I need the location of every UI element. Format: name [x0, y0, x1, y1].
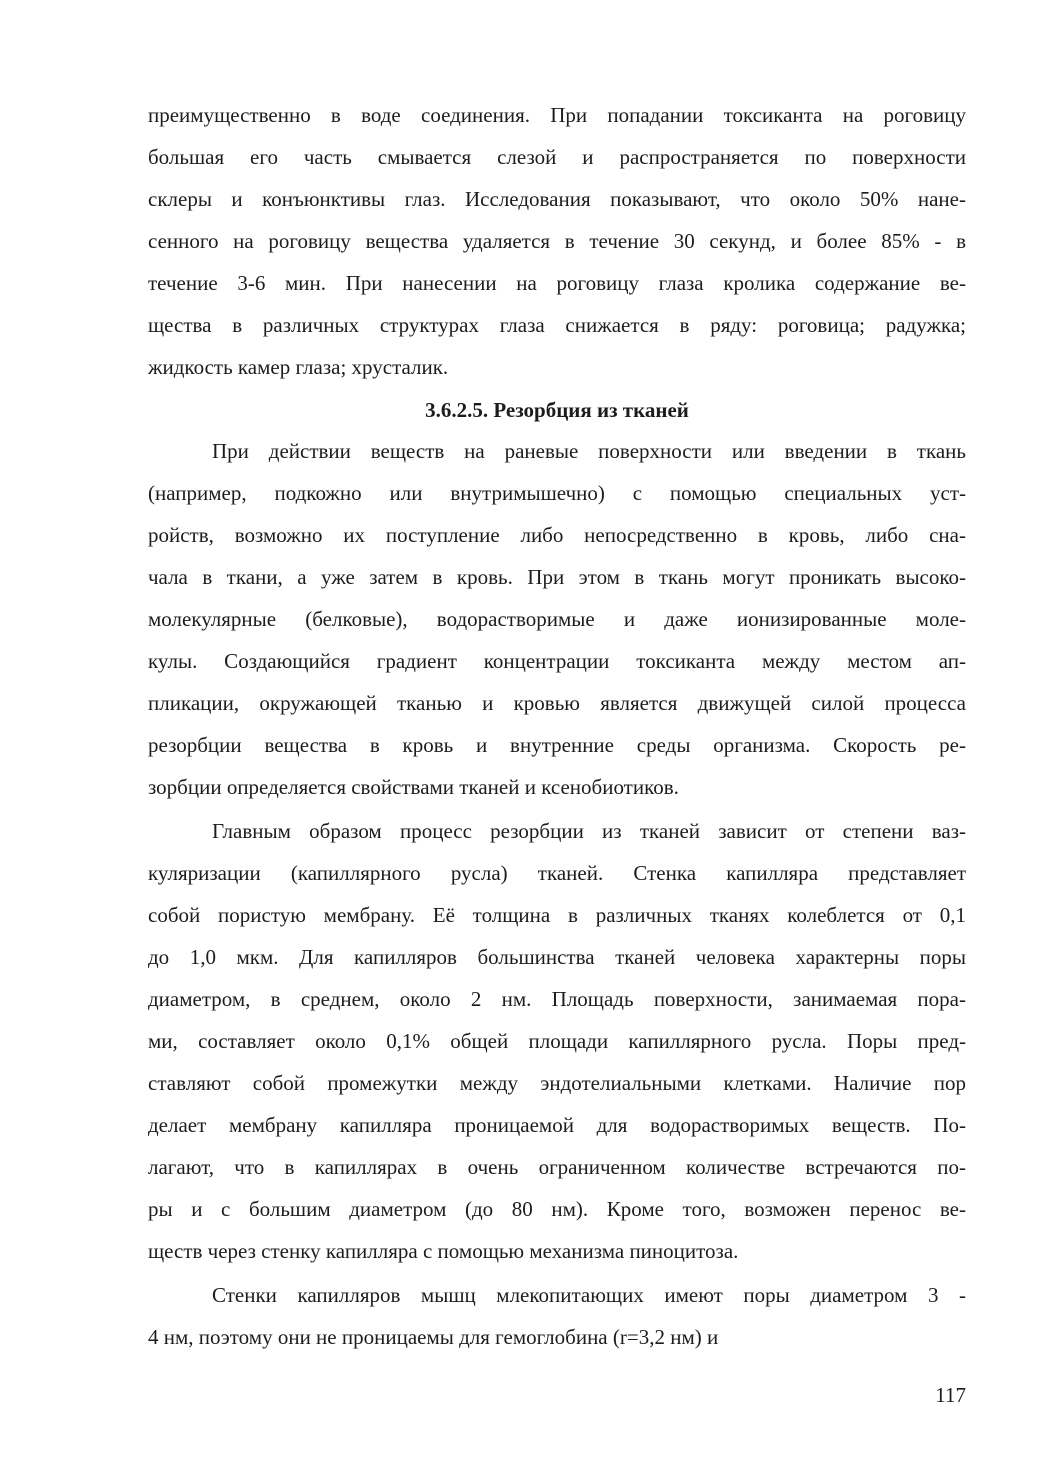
- section-heading: 3.6.2.5. Резорбция из тканей: [425, 398, 689, 422]
- text-line: куляризации (капиллярного русла) тканей. Стенка капилляра представляет: [148, 861, 966, 885]
- text-line: до 1,0 мкм. Для капилляров большинства тканей человека характерны поры: [148, 945, 966, 969]
- text-line: ставляют собой промежутки между эндотелиальными клетками. Наличие пор: [148, 1071, 966, 1095]
- text-line: молекулярные (белковые), водорастворимые и даже ионизированные моле-: [148, 607, 966, 631]
- text-line: делает мембрану капилляра проницаемой для водорастворимых веществ. По-: [148, 1113, 966, 1137]
- text-line: диаметром, в среднем, около 2 нм. Площадь поверхности, занимаемая пора-: [148, 987, 966, 1011]
- text-line: большая его часть смывается слезой и распространяется по поверхности: [148, 145, 966, 169]
- text-line: Главным образом процесс резорбции из тканей зависит от степени ваз-: [212, 819, 966, 843]
- text-line: лагают, что в капиллярах в очень ограниченном количестве встречаются по-: [148, 1155, 966, 1179]
- text-line: (например, подкожно или внутримышечно) с помощью специальных уст-: [148, 481, 966, 505]
- text-line: кулы. Создающийся градиент концентрации токсиканта между местом ап-: [148, 649, 966, 673]
- text-line: ры и с большим диаметром (до 80 нм). Кроме того, возможен перенос ве-: [148, 1197, 966, 1221]
- text-line: преимущественно в воде соединения. При попадании токсиканта на роговицу: [148, 103, 966, 127]
- text-line: склеры и конъюнктивы глаз. Исследования показывают, что около 50% нане-: [148, 187, 966, 211]
- text-line: щества в различных структурах глаза снижается в ряду: роговица; радужка;: [148, 313, 966, 337]
- text-line: Стенки капилляров мышц млекопитающих имеют поры диаметром 3 -: [212, 1283, 966, 1307]
- text-line: зорбции определяется свойствами тканей и ксенобиотиков.: [148, 775, 679, 799]
- text-line: ройств, возможно их поступление либо непосредственно в кровь, либо сна-: [148, 523, 966, 547]
- text-line: пликации, окружающей тканью и кровью является движущей силой процесса: [148, 691, 966, 715]
- text-line: При действии веществ на раневые поверхности или введении в ткань: [212, 439, 966, 463]
- text-line: жидкость камер глаза; хрусталик.: [148, 355, 449, 379]
- text-line: течение 3-6 мин. При нанесении на роговицу глаза кролика содержание ве-: [148, 271, 966, 295]
- text-line: 4 нм, поэтому они не проницаемы для гемоглобина (r=3,2 нм) и: [148, 1325, 719, 1349]
- page-number: 117: [935, 1383, 966, 1407]
- text-line: собой пористую мембрану. Её толщина в различных тканях колеблется от 0,1: [148, 903, 966, 927]
- text-line: ми, составляет около 0,1% общей площади капиллярного русла. Поры пред-: [148, 1029, 966, 1053]
- text-line: чала в ткани, а уже затем в кровь. При этом в ткань могут проникать высоко-: [148, 565, 966, 589]
- text-line: ществ через стенку капилляра с помощью механизма пиноцитоза.: [148, 1239, 739, 1263]
- text-line: резорбции вещества в кровь и внутренние среды организма. Скорость ре-: [148, 733, 966, 757]
- text-line: сенного на роговицу вещества удаляется в течение 30 секунд, и более 85% - в: [148, 229, 966, 253]
